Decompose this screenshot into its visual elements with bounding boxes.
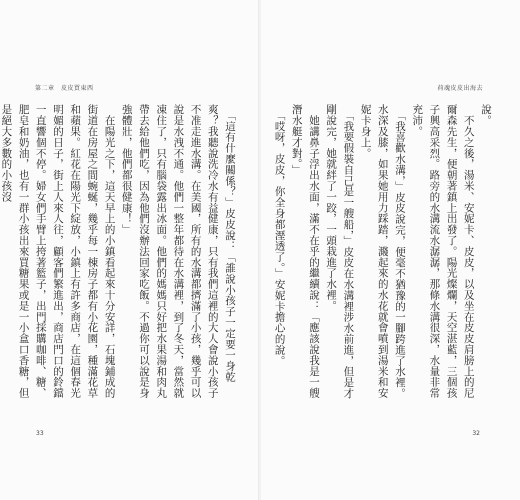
left-page (0, 0, 259, 500)
left-page-body (0, 104, 238, 400)
right-page-body (273, 104, 494, 400)
paragraph: 「我喜歡水溝，」皮皮說完，便毫不猶豫的一腳跨進了水裡。水深及膝，如果她用力踩踏，濺起來的水花就會噴到湯米和安妮卡身上。 (359, 104, 406, 399)
paragraph: 「我要假裝自己是一艘船，」皮皮在水溝裡涉水前進，但是才剛說完，她就絆了一跤，一頭栽進了水裡。 (325, 104, 355, 399)
paragraph: 她講鼻子浮出水面，滿不在乎的繼續說：「應該說我是一艘潛水艇才對。」 (290, 104, 320, 399)
page-number-right: 32 (472, 430, 480, 437)
running-header-left: 第二章 皮皮買東西 (35, 85, 94, 92)
paragraph: 「哎呀，皮皮，你全身都溼透了。」安妮卡擔心的說。 (273, 104, 286, 366)
paragraph: 在陽光之下，這天早上的小鎮看起來十分安詳，石塊鋪成的街道在房屋之間蜿蜒，幾乎每一棟房子都有小花園，種滿花草和蘋果。紅花在陽光下綻放，小鎮上有許多商店，在這個春光明媚的日子，街上人來人往，顧客們繁進出，商店門口的鈴鐺一直響個不停。婦女們手臂上挎著籃子，出門採購咖啡、糖、肥皂和奶油，也有一群小孩出來買糖果或是一小盒口香糖，但是絕大多數的小孩沒 (0, 104, 116, 399)
page-number-left: 33 (36, 430, 44, 437)
running-header-right: 荷魂皮皮出海去 (437, 85, 483, 92)
paragraph: 不久之後，湯米、安妮卡、皮皮，以及坐在皮皮肩膀上的尼爾森先生，便朝著鎮上出發了。陽光燦爛，天空湛藍，三個孩子興高采烈。路旁的水溝流水潺潺，那條水溝很深，水量非常充沛。 (411, 104, 475, 399)
paragraph: 「這有什麼關係？」皮皮說：「誰說小孩子一定要一身乾爽？我聽說洗冷水有益健康，只有我們這裡的大人會說小孩子不准走進水溝。在美國，所有的水溝都擠滿了小孩，幾乎可以說是水洩不通。他們一整年都待在水溝裡，到了冬天，當然就凍住了，只有腦袋露出冰面。他們的媽媽只好把水果湯和肉丸帶去給他們吃，因為他們沒辦法回家吃飯。不過你可以說是身強體壯，他們都很健康！」 (120, 104, 236, 399)
paragraph: 說。 (480, 104, 492, 126)
